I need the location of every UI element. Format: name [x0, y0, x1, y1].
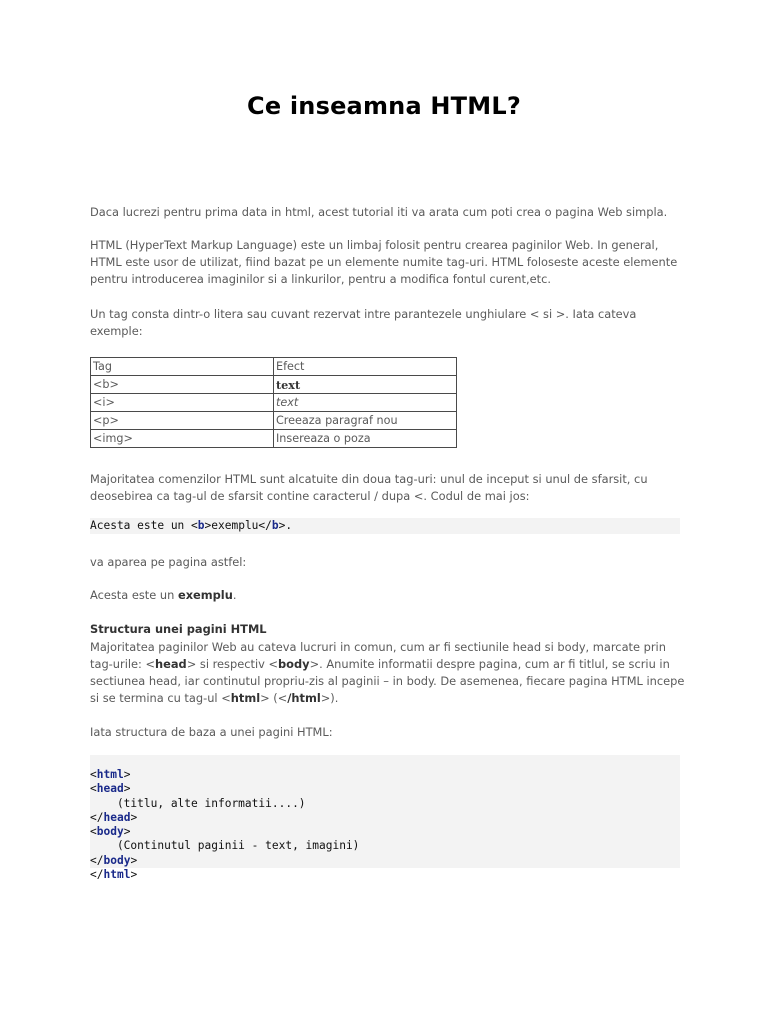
- page-title: Ce inseamna HTML?: [247, 92, 521, 120]
- code-example-structure: [90, 755, 680, 882]
- code-tag-name: b: [271, 519, 279, 532]
- code-tag-name: head: [96, 782, 124, 796]
- render-note-paragraph: va aparea pe pagina astfel:: [90, 555, 247, 569]
- code-line: </html>: [90, 868, 138, 882]
- table-row: [91, 394, 457, 412]
- code-line: <body>: [90, 825, 131, 839]
- rendered-text: Acesta este un: [90, 588, 178, 602]
- code-tag-name: html: [96, 768, 124, 781]
- table-cell-tag: <p>: [91, 412, 274, 430]
- code-text: >.: [278, 519, 293, 532]
- code-text: >exemplu</: [204, 519, 272, 532]
- code-text: Acesta este un <: [90, 519, 198, 532]
- code-line: </head>: [90, 810, 138, 824]
- table-header-row: [91, 358, 457, 376]
- section-text: Majoritatea paginilor Web au cateva lucruri in comun, cum ar fi sectiunile head si body, marcate prin tag-urile: <: [90, 640, 666, 671]
- section-text: > (<: [260, 691, 288, 705]
- table-cell-effect: text: [274, 394, 457, 412]
- table-cell-effect: text: [274, 376, 457, 394]
- code-tag-name: head: [103, 810, 131, 824]
- rendered-example-paragraph: [90, 587, 686, 604]
- rendered-text: .: [232, 588, 237, 602]
- section-heading: Structura unei pagini HTML: [90, 622, 267, 636]
- open-close-tags-paragraph: Majoritatea comenzilor HTML sunt alcatuite din doua tag-uri: unul de inceput si unul de sfarsit, cu deosebirea ca tag-ul de sfarsit contine caracterul / dupa <. Codul de mai jos:: [90, 472, 648, 503]
- code-tag-name: body: [96, 825, 124, 839]
- section-bold-text: /html: [287, 691, 321, 705]
- table-cell-tag: <b>: [91, 376, 274, 394]
- table-header-cell: Tag: [91, 358, 274, 376]
- code-line: </body>: [90, 853, 138, 867]
- tag-examples-table: [90, 357, 457, 448]
- section-bold-text: html: [230, 691, 261, 705]
- structure-paragraph: [90, 639, 686, 707]
- code-line: <head>: [90, 782, 131, 796]
- code-tag-name: html: [103, 868, 131, 882]
- section-bold-text: head: [155, 657, 187, 671]
- table-row: [91, 412, 457, 430]
- table-cell-effect: Creeaza paragraf nou: [274, 412, 457, 430]
- section-text: >. Anumite informatii despre pagina, cum ar fi titlul, se scriu in sectiunea head, iar continutul propriu-zis al paginii – in body. De asemenea, fiecare pagina HTML incepe si se termina cu tag-ul <: [90, 657, 685, 705]
- code-line: (titlu, alte informatii....): [90, 796, 306, 810]
- code-example-inline: [90, 518, 680, 534]
- section-text: >).: [320, 691, 339, 705]
- table-cell-effect: Insereaza o poza: [274, 430, 457, 448]
- code-line: <html>: [90, 768, 131, 781]
- section-text: > si respectiv <: [186, 657, 279, 671]
- code-tag-name: body: [103, 853, 131, 867]
- table-row: [91, 376, 457, 394]
- table-header-cell: Efect: [274, 358, 457, 376]
- table-cell-tag: <img>: [91, 430, 274, 448]
- basic-structure-paragraph: Iata structura de baza a unei pagini HTML:: [90, 725, 333, 739]
- html-definition-paragraph: HTML (HyperText Markup Language) este un limbaj folosit pentru crearea paginilor Web. In general, HTML este usor de utilizat, fiind bazat pe un elemente numite tag-uri. HTML foloseste aceste elemente pentru introducerea imaginilor si a linkurilor, pentru a modifica fontul curent,etc.: [90, 238, 678, 286]
- code-tag-name: b: [197, 519, 205, 532]
- code-line: (Continutul paginii - text, imagini): [90, 839, 360, 853]
- table-cell-tag: <i>: [91, 394, 274, 412]
- intro-paragraph: Daca lucrezi pentru prima data in html, acest tutorial iti va arata cum poti crea o pagina Web simpla.: [90, 205, 668, 219]
- table-row: [91, 430, 457, 448]
- tag-explanation-paragraph: Un tag consta dintr-o litera sau cuvant rezervat intre parantezele unghiulare < si >. Iata cateva exemple:: [90, 307, 637, 338]
- rendered-bold-text: exemplu: [177, 588, 233, 602]
- section-bold-text: body: [278, 657, 310, 671]
